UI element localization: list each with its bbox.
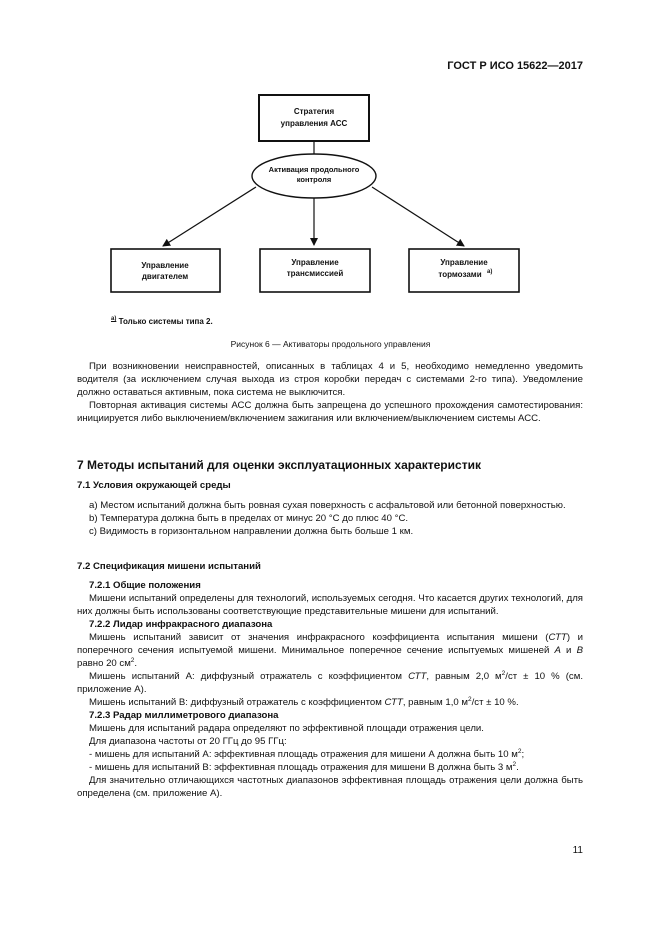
strategy-box [259,95,369,141]
page-number: 11 [572,845,583,856]
section-7-title: 7 Методы испытаний для оценки эксплуатационных характеристик [77,458,481,472]
strategy-line2: управления АСС [280,119,348,128]
paragraph-723b: Для диапазона частоты от 20 ГГц до 95 ГГц: [89,736,287,747]
paragraph-faults: При возникновении неисправностей, описанных в таблицах 4 и 5, необходимо немедленно уведомить водителя (за исключением случая выхода из строя коробки передач с системами 2-го типа). Уведомление должно оставаться активным, пока система не выключится. [77,361,583,398]
brakes-line1: Управление [440,258,488,267]
transmission-line1: Управление [291,258,339,267]
footnote-mark: a) [111,316,117,322]
figure-caption: Рисунок 6 — Активаторы продольного управления [230,339,431,349]
paragraph-723a: Мишень для испытаний радара определяют по эффективной площади отражения цели. [89,723,484,734]
transmission-line2: трансмиссией [286,269,344,278]
paragraph-722b: Мишень испытаний А: диффузный отражатель с коэффициентом СТТ, равным 2,0 $м^2/ст \pm 10$ % (см. приложение А). [77,669,583,695]
brakes-footnote-mark: a) [487,269,493,275]
document-header: ГОСТ Р ИСО 15622—2017 [447,60,583,72]
item-a: a) Местом испытаний должна быть ровная сухая поверхность с асфальтовой или бетонной поверхностью. [89,500,566,511]
paragraph-723e: Для значительно отличающихся частотных диапазонов эффективная площадь отражения цели должна быть определена (см. приложение А). [77,775,583,799]
brakes-line2: тормозами [438,270,482,279]
section-7-1-title: 7.1 Условия окружающей среды [77,480,231,491]
item-b: b) Температура должна быть в пределах от минус 20 °С до плюс 40 °С. [89,513,409,524]
section-7-1-body [77,499,583,538]
paragraph-723d: - мишень для испытаний В: эффективная площадь отражения для мишени В должна быть 3 $м^2$. [89,760,519,773]
section-7-2-body [77,579,583,800]
engine-box [111,249,220,292]
section-7-2-2-title: 7.2.2 Лидар инфракрасного диапазона [89,619,273,630]
paragraph-722c: Мишень испытаний В: диффузный отражатель с коэффициентом СТТ, равным 1,0 $м^2/ст \pm 10$ %. [89,695,519,708]
paragraph-723c: - мишень для испытаний А: эффективная площадь отражения для мишени А должна быть 10 $м^2$; [89,747,525,760]
activation-line2: контроля [296,175,332,184]
arrow-to-engine [163,187,256,246]
arrow-to-brakes [372,187,464,246]
activation-line1: Активация продольного [268,165,360,174]
engine-line1: Управление [141,261,189,270]
paragraph-722a: Мишень испытаний зависит от значения инфракрасного коэффициента испытания мишени (СТТ) и поперечного сечения испытуемой мишени. Минимальное поперечное сечение испытуемых мишеней А и В равно 20 $см^2$. [77,632,583,669]
section-7-2-title: 7.2 Спецификация мишени испытаний [77,561,261,572]
strategy-line1: Стратегия [293,107,335,116]
figure-footnote [111,316,213,326]
item-c: c) Видимость в горизонтальном направлении должна быть больше 1 км. [89,526,414,537]
footnote-text: Только системы типа 2. [118,317,213,326]
engine-line2: двигателем [141,272,189,281]
section-7-2-1-title: 7.2.1 Общие положения [89,580,201,591]
actuator-diagram [0,0,661,320]
section-7-2-3-title: 7.2.3 Радар миллиметрового диапазона [89,710,279,721]
paragraph-721: Мишени испытаний определены для технологий, используемых сегодня. Что касается других технологий, для них должны быть использованы соответствующие представительные мишени для испытаний. [77,593,583,617]
paragraph-reactivation: Повторная активация системы АСС должна быть запрещена до успешного прохождения самотестирования: инициируется либо выключением/включением зажигания или включением/выключением системы АСС. [77,400,583,424]
paragraph-block-1 [77,360,583,425]
